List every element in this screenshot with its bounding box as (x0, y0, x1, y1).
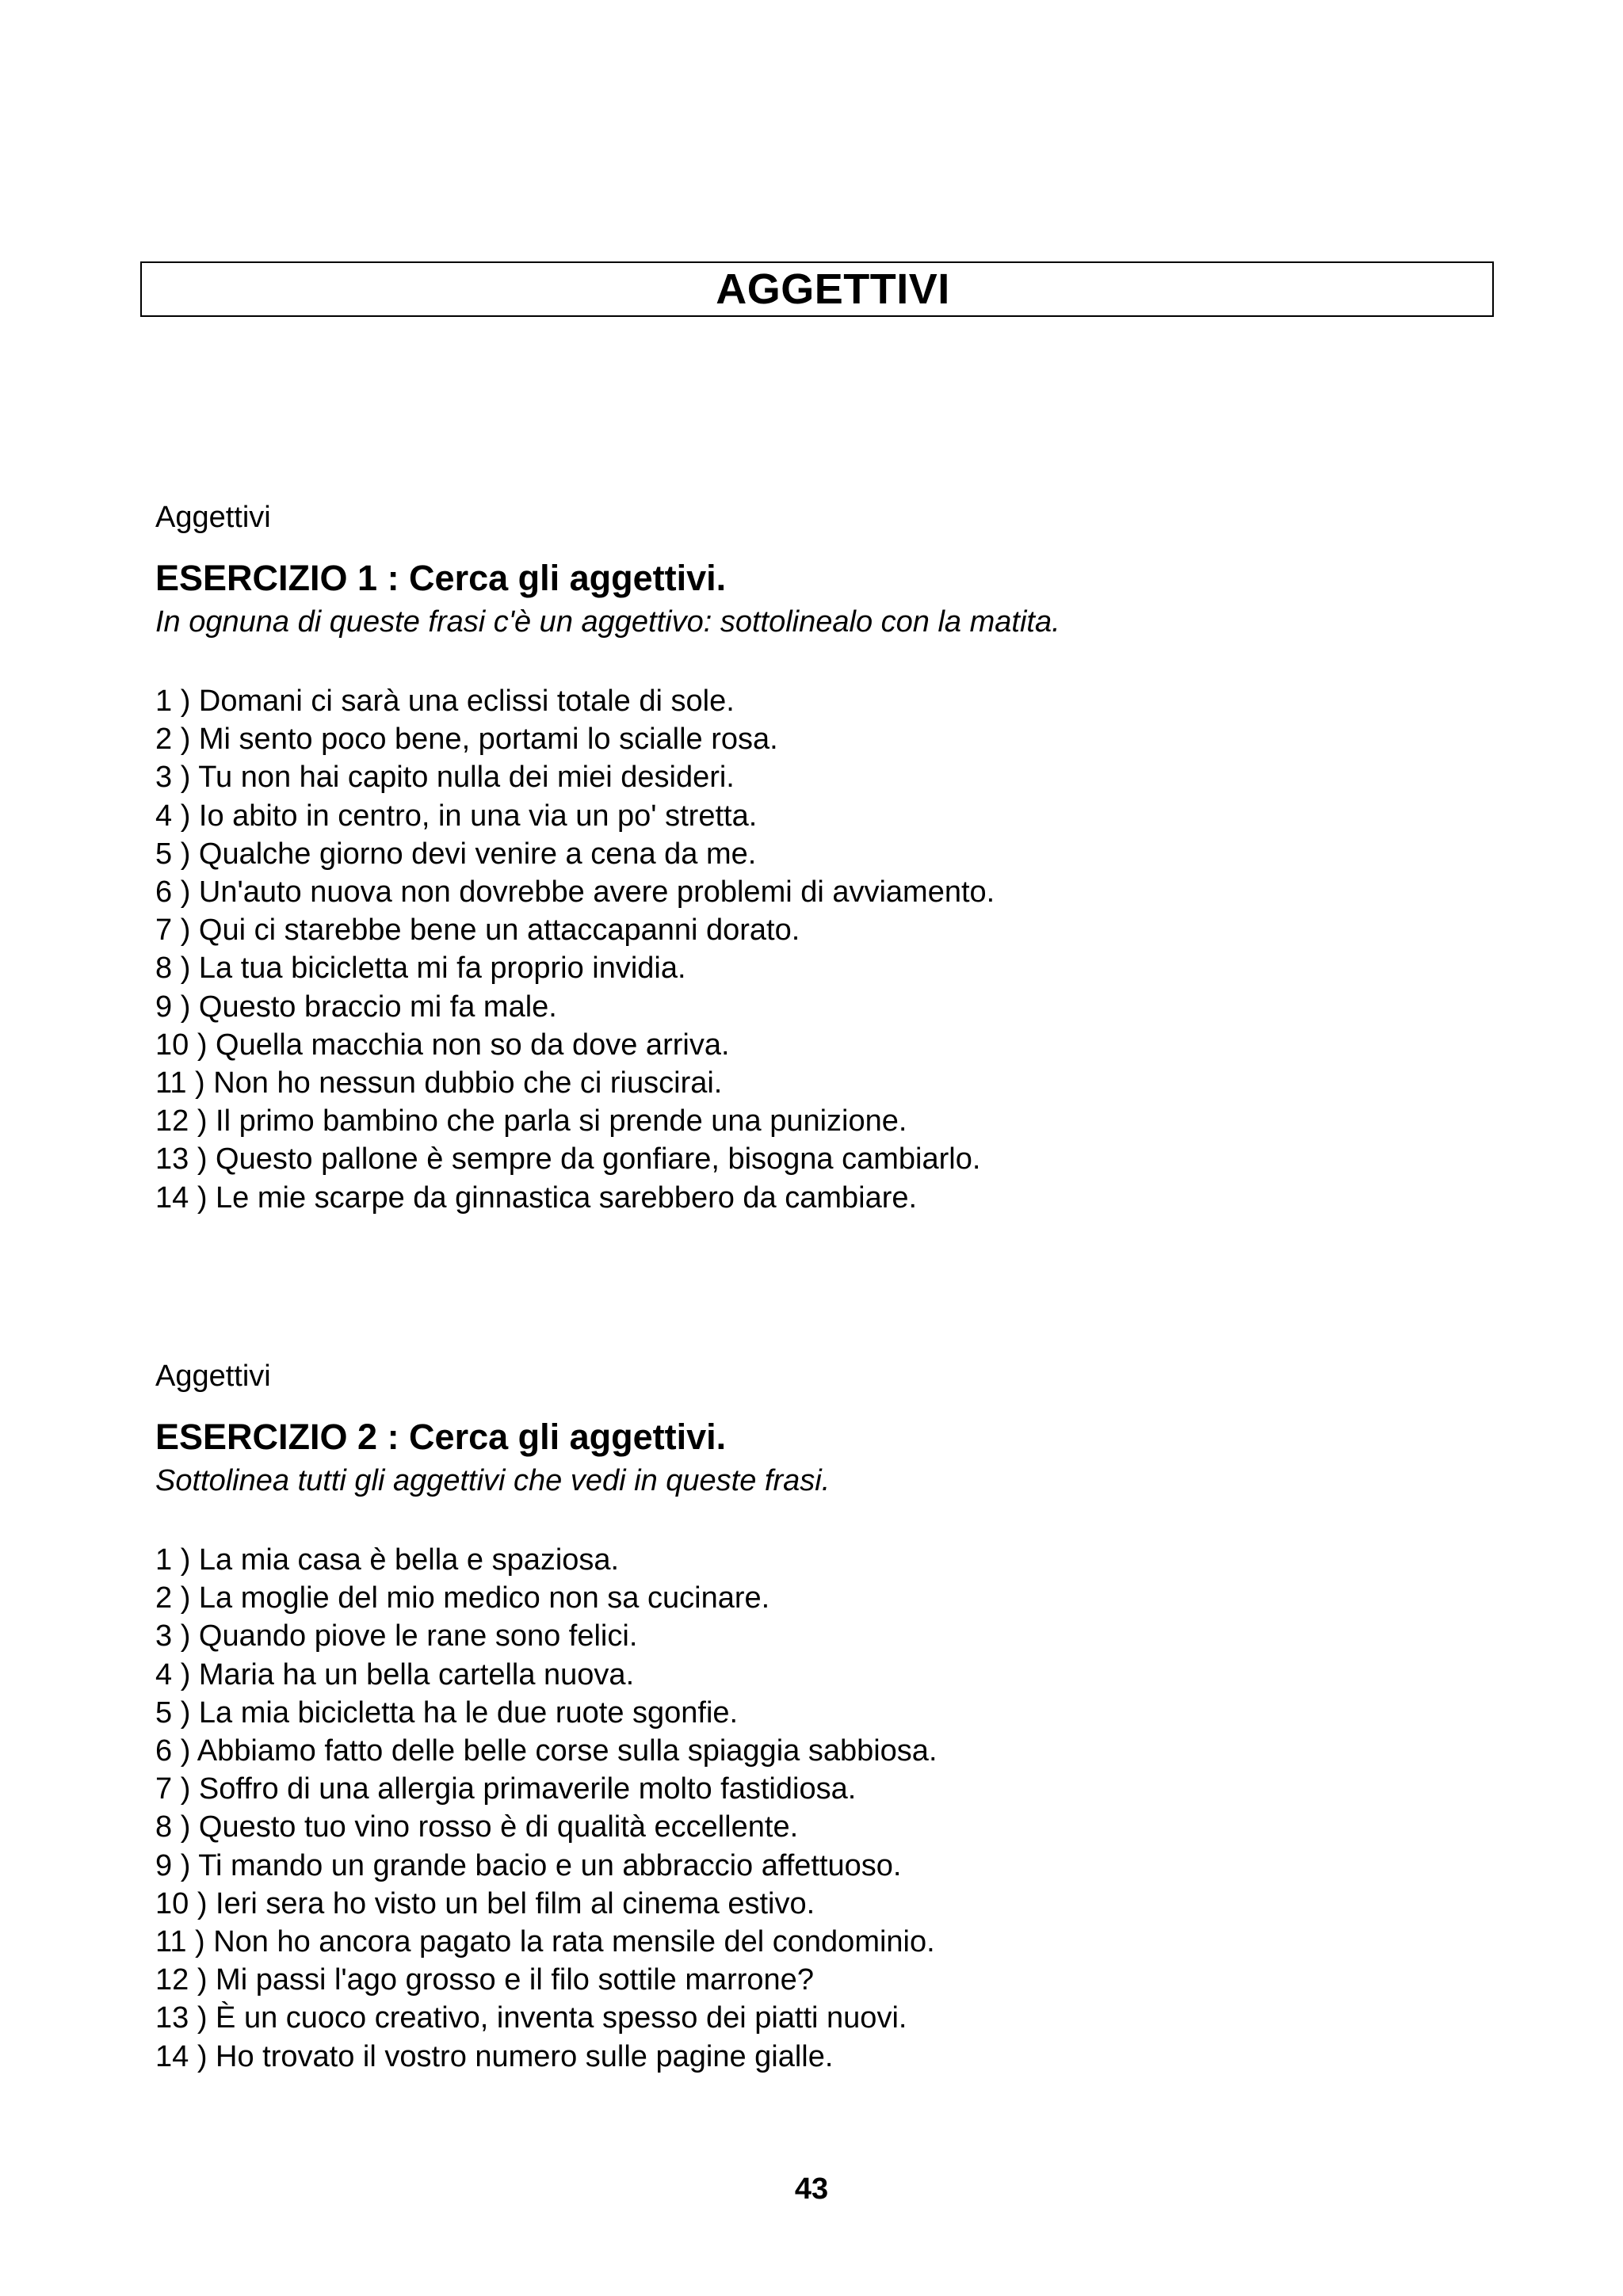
exercise-2-item: 4 ) Maria ha un bella cartella nuova. (155, 1657, 635, 1691)
exercise-1-item: 10 ) Quella macchia non so da dove arriva. (155, 1028, 730, 1062)
exercise-2-item: 13 ) È un cuoco creativo, inventa spesso dei piatti nuovi. (155, 2001, 907, 2035)
exercise-1-item: 3 ) Tu non hai capito nulla dei miei desideri. (155, 761, 735, 795)
exercise-2-item: 12 ) Mi passi l'ago grosso e il filo sottile marrone? (155, 1963, 814, 1997)
exercise-1-item: 14 ) Le mie scarpe da ginnastica sarebbero da cambiare. (155, 1180, 918, 1215)
exercise-2-section-label: Aggettivi (155, 1360, 271, 1393)
exercise-2-item: 1 ) La mia casa è bella e spaziosa. (155, 1543, 620, 1577)
exercise-2-item: 5 ) La mia bicicletta ha le due ruote sgonfie. (155, 1695, 739, 1730)
exercise-1-item: 9 ) Questo braccio mi fa male. (155, 990, 557, 1024)
exercise-2-item: 11 ) Non ho ancora pagato la rata mensile del condominio. (155, 1925, 935, 1959)
page-title: AGGETTIVI (716, 265, 950, 313)
exercise-1-item: 6 ) Un'auto nuova non dovrebbe avere problemi di avviamento. (155, 875, 995, 910)
page-title-box (140, 261, 1494, 317)
exercise-2-instruction: Sottolinea tutti gli aggettivi che vedi in queste frasi. (155, 1464, 831, 1497)
exercise-2-item: 9 ) Ti mando un grande bacio e un abbraccio affettuoso. (155, 1848, 902, 1882)
exercise-1-item: 8 ) La tua bicicletta mi fa proprio invidia. (155, 952, 686, 986)
exercise-1-items (155, 682, 1503, 1217)
exercise-1-instruction: In ognuna di queste frasi c'è un aggettivo: sottolinealo con la matita. (155, 605, 1060, 639)
exercise-1-item: 2 ) Mi sento poco bene, portami lo scialle rosa. (155, 723, 778, 757)
exercise-2-heading: ESERCIZIO 2 : Cerca gli aggettivi. (155, 1417, 727, 1457)
exercise-1-section-label: Aggettivi (155, 501, 271, 534)
exercise-2-item: 7 ) Soffro di una allergia primaverile molto fastidiosa. (155, 1772, 857, 1806)
exercise-2-item: 2 ) La moglie del mio medico non sa cucinare. (155, 1581, 770, 1615)
page-number: 43 (794, 2172, 829, 2206)
exercise-2-item: 8 ) Questo tuo vino rosso è di qualità eccellente. (155, 1810, 799, 1844)
exercise-1-item: 5 ) Qualche giorno devi venire a cena da me. (155, 837, 757, 871)
exercise-1-item: 7 ) Qui ci starebbe bene un attaccapanni dorato. (155, 913, 800, 948)
exercise-2-item: 14 ) Ho trovato il vostro numero sulle pagine gialle. (155, 2039, 834, 2073)
exercise-2-item: 10 ) Ieri sera ho visto un bel film al cinema estivo. (155, 1886, 815, 1920)
exercise-1-section (155, 498, 1503, 1217)
exercise-2-item: 6 ) Abbiamo fatto delle belle corse sulla spiaggia sabbiosa. (155, 1734, 938, 1768)
exercise-1-item: 12 ) Il primo bambino che parla si prende una punizione. (155, 1104, 907, 1138)
exercise-2-item: 3 ) Quando piove le rane sono felici. (155, 1619, 638, 1653)
exercise-1-heading: ESERCIZIO 1 : Cerca gli aggettivi. (155, 558, 727, 598)
exercise-1-item: 1 ) Domani ci sarà una eclissi totale di sole. (155, 685, 735, 718)
exercise-1-item: 13 ) Questo pallone è sempre da gonfiare, bisogna cambiarlo. (155, 1142, 981, 1177)
exercise-2-items (155, 1541, 1503, 2076)
exercise-1-item: 4 ) Io abito in centro, in una via un po' stretta. (155, 799, 758, 833)
exercise-2-section (155, 1357, 1503, 2076)
exercise-1-item: 11 ) Non ho nessun dubbio che ci riuscirai. (155, 1066, 723, 1100)
